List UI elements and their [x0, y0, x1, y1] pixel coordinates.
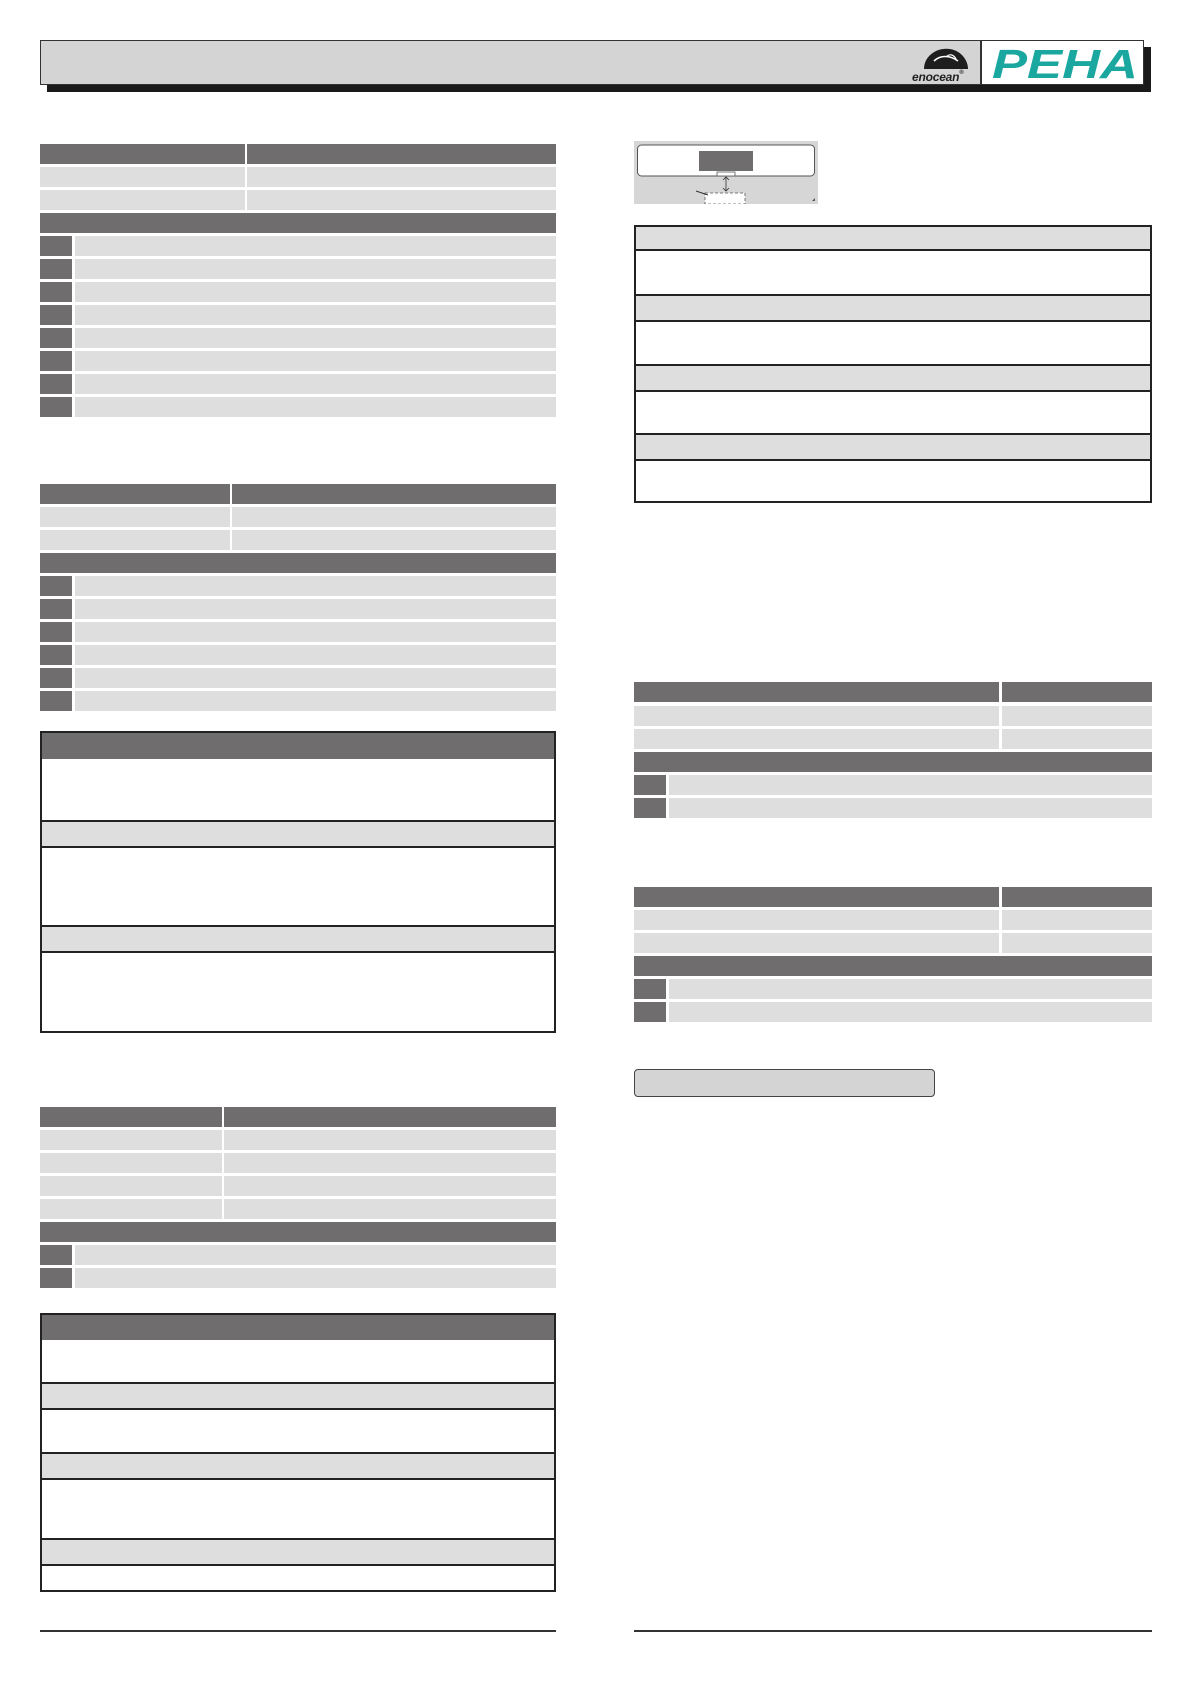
table2-list-index	[40, 576, 72, 596]
table1-list-item	[75, 305, 556, 325]
table3-row-1-cell-1	[40, 1130, 222, 1150]
info-box-b-subheader-1	[42, 1382, 554, 1410]
table1-list-item	[75, 397, 556, 417]
info-box-b-subheader-2	[42, 1452, 554, 1480]
table2-list-index	[40, 645, 72, 665]
table5-header-cell-2	[1002, 887, 1152, 907]
info-box-c-subheader-3	[636, 433, 1150, 461]
table2-list-item	[75, 691, 556, 711]
table3-row-4-cell-1	[40, 1199, 222, 1219]
table2-row-2-cell-2	[232, 530, 556, 550]
footer-rule-left	[40, 1630, 556, 1632]
table1-header-cell-2	[247, 144, 556, 164]
table3-list-item	[75, 1268, 556, 1288]
footer-rule-right	[634, 1630, 1152, 1632]
table3-row-1-cell-2	[224, 1130, 556, 1150]
table4-row-2-cell-2	[1002, 729, 1152, 749]
table1-row-2-cell-1	[40, 190, 245, 210]
table3-list-item	[75, 1245, 556, 1265]
table5-row-1-cell-2	[1002, 910, 1152, 930]
table1-header-cell-1	[40, 144, 245, 164]
table3-list-index	[40, 1268, 72, 1288]
table1-row-2-cell-2	[247, 190, 556, 210]
table2-row-2-cell-1	[40, 530, 230, 550]
info-box-a-subheader-1	[42, 820, 554, 848]
peha-logo-icon	[990, 45, 1140, 81]
info-box-a-header	[42, 733, 554, 759]
table3-row-3-cell-2	[224, 1176, 556, 1196]
table1-list-item	[75, 374, 556, 394]
table2-header-cell-1	[40, 484, 230, 504]
table2-list-index	[40, 622, 72, 642]
table4-header-cell-2	[1002, 682, 1152, 702]
table4-list-item	[669, 798, 1152, 818]
table2-list-index	[40, 691, 72, 711]
info-box-a	[40, 731, 556, 1033]
table5-row-2-cell-2	[1002, 933, 1152, 953]
table1-list-item	[75, 328, 556, 348]
table2-list-item	[75, 599, 556, 619]
table5-list-item	[669, 1002, 1152, 1022]
table5-header-cell-1	[634, 887, 999, 907]
table1-list-item	[75, 236, 556, 256]
table2-list-item	[75, 622, 556, 642]
table3-row-2-cell-2	[224, 1153, 556, 1173]
table1-list-index	[40, 397, 72, 417]
table4-row-1-cell-1	[634, 706, 999, 726]
info-box-c-subheader-2	[636, 364, 1150, 392]
table5-list-item	[669, 979, 1152, 999]
table1-list-index	[40, 305, 72, 325]
table1-list-item	[75, 351, 556, 371]
table1-section-header	[40, 213, 556, 233]
table3-header-cell-2	[224, 1107, 556, 1127]
info-box-c-header	[636, 227, 1150, 251]
table2-row-1-cell-2	[232, 507, 556, 527]
table3-section-header	[40, 1222, 556, 1242]
table1-row-1-cell-1	[40, 167, 245, 187]
table5-list-index	[634, 979, 666, 999]
table3-row-4-cell-2	[224, 1199, 556, 1219]
table4-header-cell-1	[634, 682, 999, 702]
section-label-box	[634, 1069, 935, 1097]
info-box-b-header	[42, 1315, 554, 1340]
table5-list-index	[634, 1002, 666, 1022]
table4-section-header	[634, 752, 1152, 772]
table2-row-1-cell-1	[40, 507, 230, 527]
table2-list-index	[40, 668, 72, 688]
table2-list-item	[75, 645, 556, 665]
table4-list-item	[669, 775, 1152, 795]
table1-row-1-cell-2	[247, 167, 556, 187]
table1-list-index	[40, 328, 72, 348]
table5-row-1-cell-1	[634, 910, 999, 930]
table2-list-item	[75, 576, 556, 596]
table5-section-header	[634, 956, 1152, 976]
table1-list-index	[40, 351, 72, 371]
table1-list-index	[40, 259, 72, 279]
table4-list-index	[634, 798, 666, 818]
table2-section-header	[40, 553, 556, 573]
table3-list-index	[40, 1245, 72, 1265]
info-box-b-subheader-3	[42, 1538, 554, 1566]
table1-list-item	[75, 259, 556, 279]
device-diagram-icon	[634, 141, 818, 204]
table1-list-item	[75, 282, 556, 302]
table1-list-index	[40, 282, 72, 302]
table4-list-index	[634, 775, 666, 795]
table4-row-1-cell-2	[1002, 706, 1152, 726]
enocean-logo-text: enocean®	[912, 70, 964, 84]
table1-list-index	[40, 374, 72, 394]
svg-text:PEHA: PEHA	[992, 45, 1138, 81]
table2-list-item	[75, 668, 556, 688]
table3-row-3-cell-1	[40, 1176, 222, 1196]
table2-header-cell-2	[232, 484, 556, 504]
table4-row-2-cell-1	[634, 729, 999, 749]
info-box-c-subheader-1	[636, 294, 1150, 322]
table2-list-index	[40, 599, 72, 619]
table5-row-2-cell-1	[634, 933, 999, 953]
table3-row-2-cell-1	[40, 1153, 222, 1173]
table3-header-cell-1	[40, 1107, 222, 1127]
table1-list-index	[40, 236, 72, 256]
info-box-a-subheader-2	[42, 925, 554, 953]
